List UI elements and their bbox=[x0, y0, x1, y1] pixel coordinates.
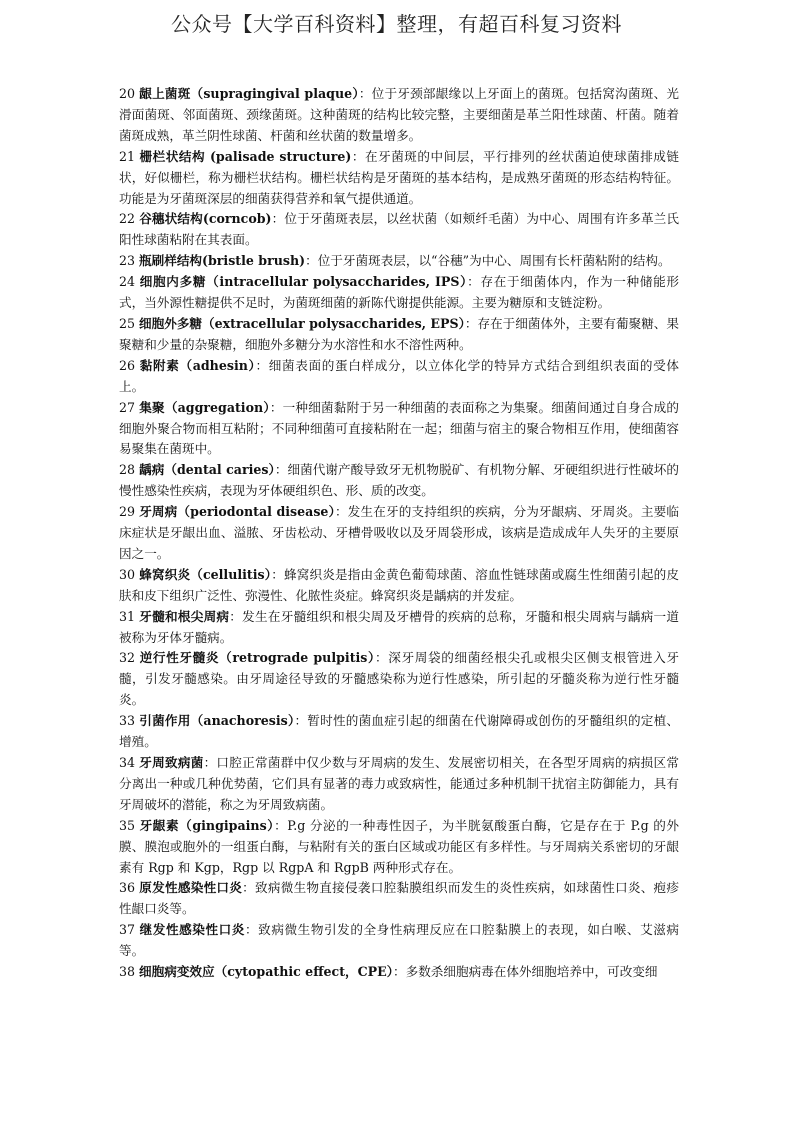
entry-number: 22 bbox=[119, 211, 136, 227]
entry-number: 23 bbox=[119, 253, 136, 269]
entry-term: 瓶刷样结构(bristle brush) bbox=[139, 253, 306, 269]
entry-definition: ：一种细菌黏附于另一种细菌的表面称之为集聚。细菌间通过自身合成的细胞外聚合物而相互粘附；不同种细菌可直接粘附在一起；细菌与宿主的聚合物相互作用，使细菌容易聚集在菌斑中。 bbox=[119, 399, 679, 457]
glossary-entry bbox=[119, 878, 679, 920]
glossary-entry bbox=[119, 962, 679, 983]
entry-definition: ：在牙菌斑的中间层，平行排列的丝状菌迫使球菌排成链状，好似栅栏，称为栅栏状结构。栅栏状结构是牙菌斑的基本结构，是成熟牙菌斑的形态结构特征。功能是为牙菌斑深层的细菌获得营养和氧气提供通道。 bbox=[119, 148, 679, 206]
glossary-entry bbox=[119, 147, 679, 210]
entry-term: 细胞内多糖（intracellular polysaccharides, IPS） bbox=[139, 274, 468, 290]
entry-term: 细胞外多糖（extracellular polysaccharides, EPS） bbox=[139, 315, 465, 331]
entry-number: 25 bbox=[119, 315, 136, 331]
entry-number: 32 bbox=[119, 650, 136, 666]
entry-definition: ：致病微生物引发的全身性病理反应在口腔黏膜上的表现，如白喉、艾滋病等。 bbox=[119, 922, 680, 959]
glossary-list bbox=[119, 84, 679, 983]
entry-number: 24 bbox=[119, 274, 136, 290]
glossary-entry bbox=[119, 753, 679, 816]
entry-number: 27 bbox=[119, 399, 136, 415]
glossary-entry bbox=[119, 565, 679, 607]
entry-term: 牙髓和根尖周病 bbox=[139, 608, 230, 624]
entry-number: 30 bbox=[119, 566, 136, 582]
entry-definition: ：暂时性的菌血症引起的细菌在代谢障碍或创伤的牙髓组织的定植、增殖。 bbox=[119, 713, 680, 750]
entry-number: 31 bbox=[119, 608, 136, 624]
entry-term: 谷穗状结构(corncob) bbox=[139, 211, 272, 227]
entry-term: 龈上菌斑（supragingival plaque） bbox=[139, 86, 359, 101]
entry-number: 26 bbox=[119, 357, 136, 373]
glossary-entry bbox=[119, 607, 679, 649]
entry-number: 29 bbox=[119, 504, 136, 520]
entry-number: 36 bbox=[119, 880, 136, 896]
entry-term: 黏附素（adhesin） bbox=[139, 357, 256, 373]
entry-definition: ：发生在牙髓组织和根尖周及牙槽骨的疾病的总称，牙髓和根尖周病与龋病一道被称为牙体牙髓病。 bbox=[119, 608, 679, 645]
entry-number: 37 bbox=[119, 922, 136, 938]
entry-definition: ：位于牙菌斑表层，以“谷穗”为中心、周围有长杆菌粘附的结构。 bbox=[305, 253, 671, 269]
glossary-entry bbox=[119, 460, 679, 502]
page-header: 公众号【大学百科资料】整理，有超百科复习资料 bbox=[171, 12, 622, 36]
entry-number: 20 bbox=[119, 86, 136, 101]
entry-term: 细胞病变效应（cytopathic effect，CPE） bbox=[139, 964, 394, 980]
glossary-entry bbox=[119, 314, 679, 356]
entry-term: 引菌作用（anachoresis） bbox=[139, 713, 295, 729]
entry-term: 龋病（dental caries） bbox=[139, 462, 275, 478]
entry-number: 21 bbox=[119, 148, 136, 164]
entry-number: 35 bbox=[119, 817, 136, 833]
entry-term: 牙周病（periodontal disease） bbox=[139, 504, 336, 520]
glossary-entry bbox=[119, 920, 679, 962]
glossary-entry bbox=[119, 398, 679, 461]
entry-number: 33 bbox=[119, 713, 136, 729]
entry-definition: ：致病微生物直接侵袭口腔黏膜组织而发生的炎性疾病，如球菌性口炎、疱疹性龈口炎等。 bbox=[119, 880, 679, 917]
entry-definition: ：深牙周袋的细菌经根尖孔或根尖区侧支根管进入牙髓，引发牙髓感染。由牙周途径导致的牙髓感染称为逆行性感染，所引起的牙髓炎称为逆行性牙髓炎。 bbox=[119, 650, 679, 708]
entry-definition: ：P.g 分泌的一种毒性因子，为半胱氨酸蛋白酶，它是存在于 P.g 的外膜、膜泡或胞外的一组蛋白酶，与粘附有关的蛋白区域或功能区有多样性。与牙周病关系密切的牙龈素有 Rgp 和 Kgp，Rgp 以 RgpA 和 RgpB 两种形式存在。 bbox=[119, 817, 679, 875]
glossary-entry bbox=[119, 502, 679, 565]
glossary-entry bbox=[119, 251, 679, 272]
entry-definition: ：存在于细菌体外，主要有葡聚糖、果聚糖和少量的杂聚糖，细胞外多糖分为水溶性和水不溶性两种。 bbox=[119, 315, 679, 352]
glossary-entry bbox=[119, 84, 679, 147]
entry-definition: ：位于牙菌斑表层，以丝状菌（如颊纤毛菌）为中心、周围有许多革兰氏阳性球菌粘附在其表面。 bbox=[119, 211, 680, 248]
entry-term: 逆行性牙髓炎（retrograde pulpitis） bbox=[139, 650, 375, 666]
glossary-entry bbox=[119, 272, 679, 314]
entry-definition: ：发生在牙的支持组织的疾病，分为牙龈病、牙周炎。主要临床症状是牙龈出血、溢脓、牙齿松动、牙槽骨吸收以及牙周袋形成，该病是造成成年人失牙的主要原因之一。 bbox=[119, 504, 679, 561]
entry-definition: ：细菌表面的蛋白样成分，以立体化学的特异方式结合到组织表面的受体上。 bbox=[119, 357, 679, 394]
glossary-entry bbox=[119, 356, 679, 398]
glossary-entry bbox=[119, 711, 679, 753]
entry-definition: ：细菌代谢产酸导致牙无机物脱矿、有机物分解、牙硬组织进行性破坏的慢性感染性疾病，表现为牙体硬组织色、形、质的改变。 bbox=[119, 462, 680, 499]
entry-number: 28 bbox=[119, 462, 136, 478]
glossary-entry bbox=[119, 209, 679, 251]
glossary-entry bbox=[119, 816, 679, 879]
entry-definition: ：口腔正常菌群中仅少数与牙周病的发生、发展密切相关，在各型牙周病的病损区常分离出一种或几种优势菌，它们具有显著的毒力或致病性，能通过多种机制干扰宿主防御能力，具有牙周破坏的潜能，称之为牙周致病菌。 bbox=[119, 755, 679, 812]
entry-term: 牙龈素（gingipains） bbox=[139, 817, 275, 833]
entry-term: 牙周致病菌 bbox=[139, 755, 204, 770]
entry-term: 集聚（aggregation） bbox=[139, 399, 270, 415]
entry-term: 原发性感染性口炎 bbox=[139, 880, 243, 896]
entry-definition: ：存在于细菌体内，作为一种储能形式，当外源性糖提供不足时，为菌斑细菌的新陈代谢提供能源。主要为糖原和支链淀粉。 bbox=[119, 274, 680, 311]
entry-term: 继发性感染性口炎 bbox=[139, 922, 245, 938]
entry-definition: ：蜂窝织炎是指由金黄色葡萄球菌、溶血性链球菌或腐生性细菌引起的皮肤和皮下组织广泛性、弥漫性、化脓性炎症。蜂窝织炎是龋病的并发症。 bbox=[119, 566, 680, 603]
glossary-entry bbox=[119, 648, 679, 711]
entry-term: 栅栏状结构 (palisade structure) bbox=[139, 148, 352, 164]
entry-number: 34 bbox=[119, 755, 136, 770]
entry-number: 38 bbox=[119, 964, 136, 980]
entry-term: 蜂窝织炎（cellulitis） bbox=[139, 566, 272, 582]
entry-definition: ：位于牙颈部龈缘以上牙面上的菌斑。包括窝沟菌斑、光滑面菌斑、邻面菌斑、颈缘菌斑。这种菌斑的结构比较完整，主要细菌是革兰阳性球菌、杆菌。随着菌斑成熟，革兰阴性球菌、杆菌和丝状菌的数量增多。 bbox=[119, 86, 679, 143]
entry-definition: ：多数杀细胞病毒在体外细胞培养中，可改变细 bbox=[393, 964, 658, 980]
